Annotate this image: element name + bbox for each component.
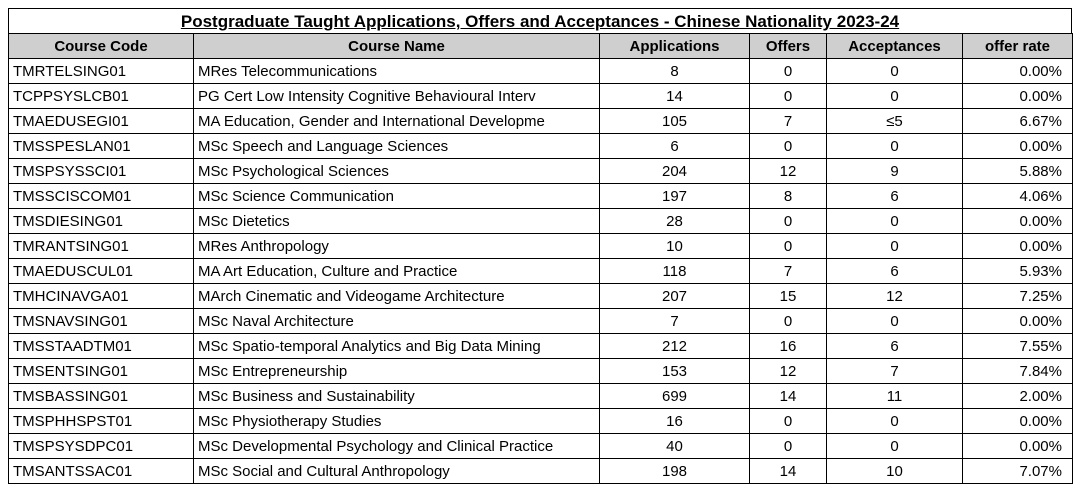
cell-course-name: MA Education, Gender and International Developme [194, 109, 600, 134]
cell-course-code: TMHCINAVGA01 [9, 284, 194, 309]
header-course-name: Course Name [194, 34, 600, 59]
cell-offers: 0 [750, 434, 827, 459]
cell-applications: 16 [600, 409, 750, 434]
table-row [9, 334, 1073, 359]
cell-applications: 212 [600, 334, 750, 359]
cell-applications: 10 [600, 234, 750, 259]
cell-course-code: TMSDIESING01 [9, 209, 194, 234]
header-applications: Applications [600, 34, 750, 59]
cell-applications: 14 [600, 84, 750, 109]
cell-applications: 6 [600, 134, 750, 159]
cell-course-name: MSc Science Communication [194, 184, 600, 209]
cell-applications: 8 [600, 59, 750, 84]
cell-acceptances: 0 [827, 309, 963, 334]
cell-offers: 0 [750, 234, 827, 259]
cell-offers: 7 [750, 109, 827, 134]
table-row [9, 384, 1073, 409]
table-row [9, 184, 1073, 209]
cell-acceptances: 0 [827, 234, 963, 259]
cell-offers: 7 [750, 259, 827, 284]
table-row [9, 209, 1073, 234]
cell-acceptances: 6 [827, 259, 963, 284]
cell-acceptances: ≤5 [827, 109, 963, 134]
cell-applications: 7 [600, 309, 750, 334]
cell-course-name: MSc Physiotherapy Studies [194, 409, 600, 434]
cell-offers: 0 [750, 59, 827, 84]
cell-offers: 0 [750, 84, 827, 109]
cell-applications: 699 [600, 384, 750, 409]
cell-offer-rate: 5.88% [963, 159, 1073, 184]
cell-acceptances: 0 [827, 59, 963, 84]
header-course-code: Course Code [9, 34, 194, 59]
cell-acceptances: 0 [827, 84, 963, 109]
cell-offer-rate: 7.07% [963, 459, 1073, 484]
cell-offer-rate: 7.25% [963, 284, 1073, 309]
cell-offers: 0 [750, 209, 827, 234]
cell-course-code: TMAEDUSEGI01 [9, 109, 194, 134]
cell-acceptances: 6 [827, 184, 963, 209]
cell-course-name: PG Cert Low Intensity Cognitive Behavioural Interv [194, 84, 600, 109]
table-row [9, 159, 1073, 184]
cell-applications: 207 [600, 284, 750, 309]
cell-offers: 16 [750, 334, 827, 359]
applications-table [8, 33, 1073, 484]
cell-applications: 153 [600, 359, 750, 384]
header-offer-rate: offer rate [963, 34, 1073, 59]
applications-table-sheet [8, 8, 1072, 484]
cell-course-name: MArch Cinematic and Videogame Architecture [194, 284, 600, 309]
cell-offer-rate: 0.00% [963, 209, 1073, 234]
table-row [9, 259, 1073, 284]
cell-offer-rate: 0.00% [963, 134, 1073, 159]
cell-offer-rate: 2.00% [963, 384, 1073, 409]
header-offers: Offers [750, 34, 827, 59]
cell-course-code: TMSNAVSING01 [9, 309, 194, 334]
cell-course-name: MSc Social and Cultural Anthropology [194, 459, 600, 484]
cell-offer-rate: 0.00% [963, 309, 1073, 334]
cell-course-name: MSc Developmental Psychology and Clinical Practice [194, 434, 600, 459]
cell-course-code: TMSSPESLAN01 [9, 134, 194, 159]
table-row [9, 284, 1073, 309]
cell-acceptances: 12 [827, 284, 963, 309]
cell-offers: 0 [750, 309, 827, 334]
cell-course-name: MRes Telecommunications [194, 59, 600, 84]
cell-acceptances: 0 [827, 434, 963, 459]
cell-offers: 14 [750, 459, 827, 484]
cell-course-code: TMSPSYSSCI01 [9, 159, 194, 184]
table-row [9, 459, 1073, 484]
cell-acceptances: 0 [827, 134, 963, 159]
cell-applications: 28 [600, 209, 750, 234]
table-title: Postgraduate Taught Applications, Offers and Acceptances - Chinese Nationality 2023-24 [8, 8, 1072, 33]
cell-course-code: TMSANTSSAC01 [9, 459, 194, 484]
cell-course-name: MSc Psychological Sciences [194, 159, 600, 184]
cell-acceptances: 0 [827, 209, 963, 234]
table-row [9, 59, 1073, 84]
cell-offer-rate: 0.00% [963, 409, 1073, 434]
cell-applications: 197 [600, 184, 750, 209]
cell-offer-rate: 0.00% [963, 434, 1073, 459]
cell-offers: 12 [750, 359, 827, 384]
table-row [9, 134, 1073, 159]
cell-offer-rate: 0.00% [963, 84, 1073, 109]
cell-offers: 0 [750, 409, 827, 434]
cell-offer-rate: 7.55% [963, 334, 1073, 359]
cell-acceptances: 6 [827, 334, 963, 359]
cell-course-code: TMSPSYSDPC01 [9, 434, 194, 459]
cell-course-name: MSc Naval Architecture [194, 309, 600, 334]
cell-offers: 15 [750, 284, 827, 309]
cell-offer-rate: 0.00% [963, 59, 1073, 84]
table-row [9, 359, 1073, 384]
header-acceptances: Acceptances [827, 34, 963, 59]
cell-course-code: TMSPHHSPST01 [9, 409, 194, 434]
cell-course-code: TMRTELSING01 [9, 59, 194, 84]
cell-offers: 8 [750, 184, 827, 209]
cell-offer-rate: 7.84% [963, 359, 1073, 384]
cell-course-name: MSc Entrepreneurship [194, 359, 600, 384]
cell-offers: 12 [750, 159, 827, 184]
table-row [9, 109, 1073, 134]
cell-course-name: MSc Business and Sustainability [194, 384, 600, 409]
table-row [9, 309, 1073, 334]
cell-offer-rate: 5.93% [963, 259, 1073, 284]
table-body [9, 59, 1073, 484]
table-row [9, 434, 1073, 459]
cell-course-name: MA Art Education, Culture and Practice [194, 259, 600, 284]
table-row [9, 409, 1073, 434]
cell-course-name: MSc Spatio-temporal Analytics and Big Data Mining [194, 334, 600, 359]
cell-course-code: TMRANTSING01 [9, 234, 194, 259]
cell-course-code: TMSSCISCOM01 [9, 184, 194, 209]
cell-applications: 118 [600, 259, 750, 284]
table-row [9, 84, 1073, 109]
cell-acceptances: 10 [827, 459, 963, 484]
cell-course-name: MSc Dietetics [194, 209, 600, 234]
cell-offer-rate: 4.06% [963, 184, 1073, 209]
cell-offer-rate: 0.00% [963, 234, 1073, 259]
cell-course-code: TMSENTSING01 [9, 359, 194, 384]
cell-applications: 204 [600, 159, 750, 184]
cell-acceptances: 7 [827, 359, 963, 384]
cell-course-code: TCPPSYSLCB01 [9, 84, 194, 109]
cell-acceptances: 0 [827, 409, 963, 434]
cell-course-code: TMSBASSING01 [9, 384, 194, 409]
cell-offers: 0 [750, 134, 827, 159]
cell-course-code: TMSSTAADTM01 [9, 334, 194, 359]
cell-course-name: MSc Speech and Language Sciences [194, 134, 600, 159]
cell-course-name: MRes Anthropology [194, 234, 600, 259]
cell-course-code: TMAEDUSCUL01 [9, 259, 194, 284]
cell-applications: 105 [600, 109, 750, 134]
cell-applications: 198 [600, 459, 750, 484]
cell-applications: 40 [600, 434, 750, 459]
header-row [9, 34, 1073, 59]
table-row [9, 234, 1073, 259]
cell-acceptances: 11 [827, 384, 963, 409]
cell-acceptances: 9 [827, 159, 963, 184]
cell-offer-rate: 6.67% [963, 109, 1073, 134]
cell-offers: 14 [750, 384, 827, 409]
